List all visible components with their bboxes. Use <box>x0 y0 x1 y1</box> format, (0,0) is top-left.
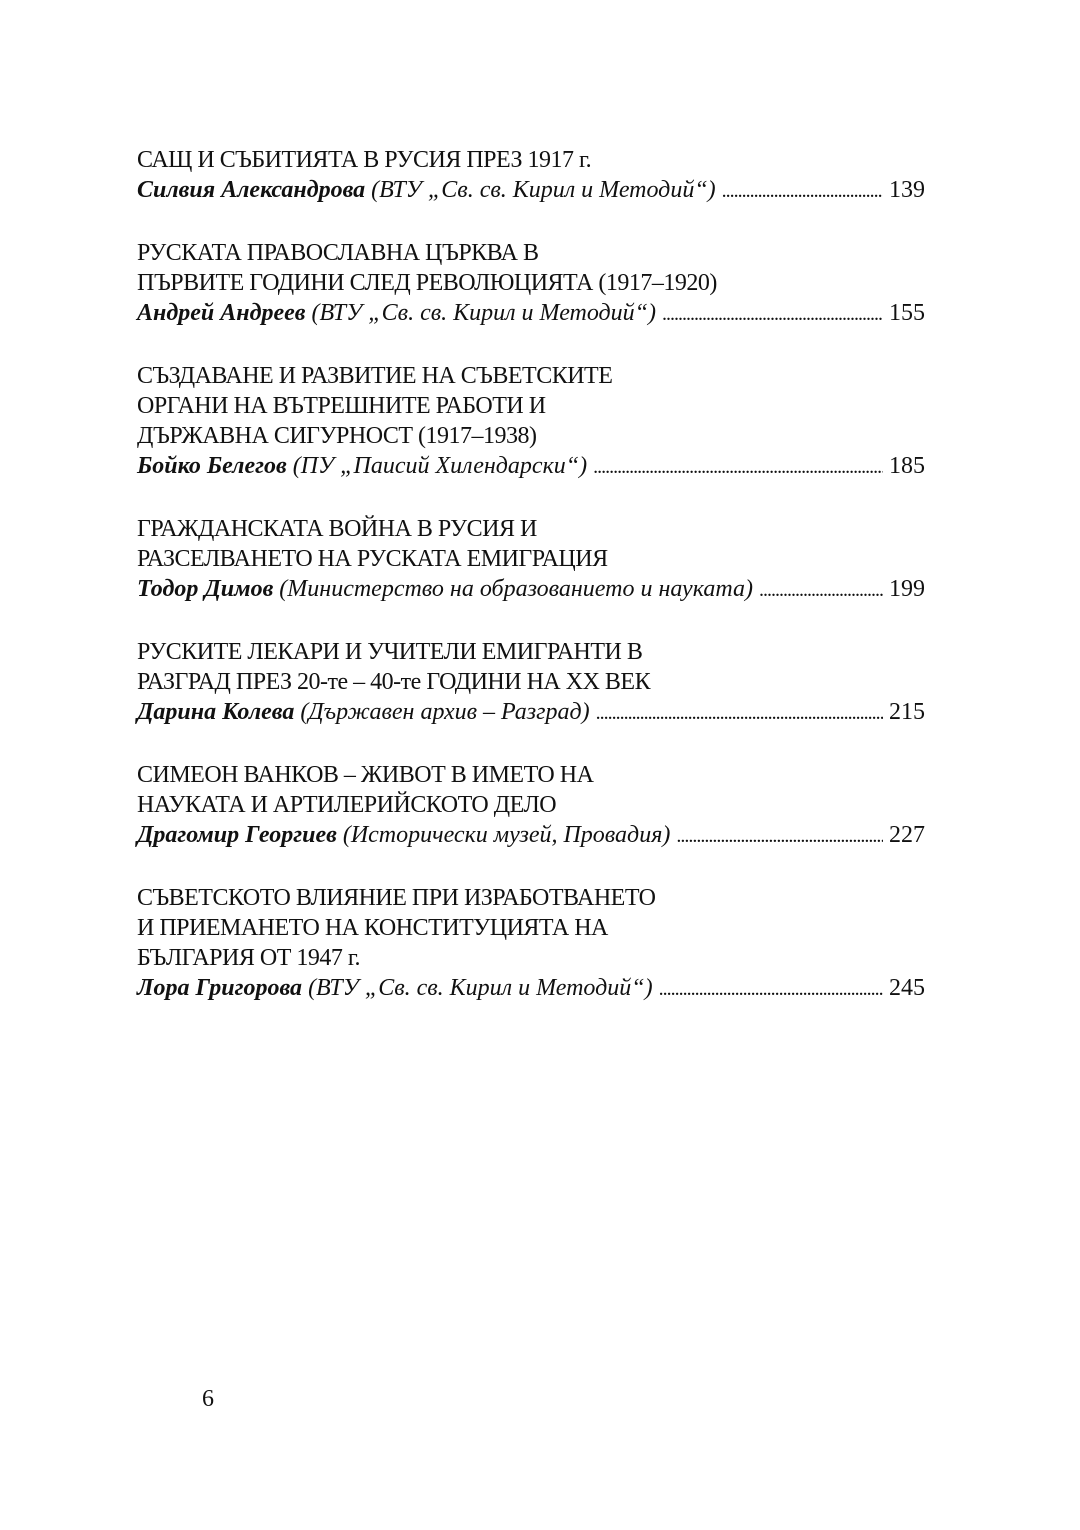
entry-author: Силвия Александрова <box>137 177 366 203</box>
entry-title-line: И ПРИЕМАНЕТО НА КОНСТИТУЦИЯТА НА <box>137 915 608 941</box>
entry-author-line <box>137 574 925 605</box>
toc-entry <box>137 238 925 329</box>
entry-title-line: НАУКАТА И АРТИЛЕРИЙСКОТО ДЕЛО <box>137 792 557 818</box>
dot-leader <box>593 452 883 482</box>
dot-leader <box>676 821 883 851</box>
entry-author-line <box>137 697 925 728</box>
entry-page-number: 155 <box>889 300 925 326</box>
entry-author: Дарина Колева <box>137 699 295 725</box>
entry-author-line <box>137 973 925 1004</box>
entry-author-line <box>137 820 925 851</box>
page-folio-number: 6 <box>202 1386 214 1412</box>
entry-title-line: ОРГАНИ НА ВЪТРЕШНИТЕ РАБОТИ И <box>137 393 546 419</box>
table-of-contents <box>137 145 925 1036</box>
entry-title-line: РАЗГРАД ПРЕЗ 20-те – 40-те ГОДИНИ НА XX ВЕК <box>137 669 651 695</box>
entry-affiliation: (ВТУ „Св. св. Кирил и Методий“) <box>371 177 716 203</box>
entry-title-line: СИМЕОН ВАНКОВ – ЖИВОТ В ИМЕТО НА <box>137 762 594 788</box>
toc-entry <box>137 883 925 1004</box>
entry-author: Лора Григорова <box>137 975 303 1001</box>
entry-author: Бойко Белегов <box>137 453 287 479</box>
toc-entry <box>137 760 925 851</box>
entry-author-line <box>137 298 925 329</box>
entry-page-number: 215 <box>889 699 925 725</box>
entry-author: Андрей Андреев <box>137 300 306 326</box>
entry-affiliation: (Държавен архив – Разград) <box>300 699 590 725</box>
entry-title-line: РАЗСЕЛВАНЕТО НА РУСКАТА ЕМИГРАЦИЯ <box>137 546 608 572</box>
toc-entry <box>137 514 925 605</box>
dot-leader <box>662 299 883 329</box>
entry-author-line <box>137 175 925 206</box>
entry-title-line: БЪЛГАРИЯ ОТ 1947 г. <box>137 945 360 971</box>
dot-leader <box>759 575 883 605</box>
entry-affiliation: (Министерство на образованието и науката) <box>279 576 753 602</box>
entry-affiliation: (ПУ „Паисий Хилендарски“) <box>292 453 588 479</box>
entry-author: Тодор Димов <box>137 576 274 602</box>
entry-title-line: РУСКАТА ПРАВОСЛАВНА ЦЪРКВА В <box>137 240 539 266</box>
entry-title-line: СЪВЕТСКОТО ВЛИЯНИЕ ПРИ ИЗРАБОТВАНЕТО <box>137 885 656 911</box>
entry-title-line: ГРАЖДАНСКАТА ВОЙНА В РУСИЯ И <box>137 516 537 542</box>
entry-page-number: 245 <box>889 975 925 1001</box>
entry-title-line: ДЪРЖАВНА СИГУРНОСТ (1917–1938) <box>137 423 537 449</box>
entry-affiliation: (Исторически музей, Провадия) <box>342 822 671 848</box>
dot-leader <box>596 698 883 728</box>
entry-title-line: ПЪРВИТЕ ГОДИНИ СЛЕД РЕВОЛЮЦИЯТА (1917–1920) <box>137 270 717 296</box>
entry-page-number: 199 <box>889 576 925 602</box>
dot-leader <box>659 974 883 1004</box>
entry-title-line: РУСКИТЕ ЛЕКАРИ И УЧИТЕЛИ ЕМИГРАНТИ В <box>137 639 643 665</box>
entry-author-line <box>137 451 925 482</box>
dot-leader <box>722 176 883 206</box>
entry-page-number: 227 <box>889 822 925 848</box>
toc-entry <box>137 361 925 482</box>
entry-page-number: 185 <box>889 453 925 479</box>
toc-entry <box>137 637 925 728</box>
entry-title-line: САЩ И СЪБИТИЯТА В РУСИЯ ПРЕЗ 1917 г. <box>137 147 592 173</box>
entry-affiliation: (ВТУ „Св. св. Кирил и Методий“) <box>308 975 653 1001</box>
entry-page-number: 139 <box>889 177 925 203</box>
entry-title-line: СЪЗДАВАНЕ И РАЗВИТИЕ НА СЪВЕТСКИТЕ <box>137 363 613 389</box>
toc-entry <box>137 145 925 206</box>
entry-author: Драгомир Георгиев <box>137 822 337 848</box>
entry-affiliation: (ВТУ „Св. св. Кирил и Методий“) <box>311 300 657 326</box>
